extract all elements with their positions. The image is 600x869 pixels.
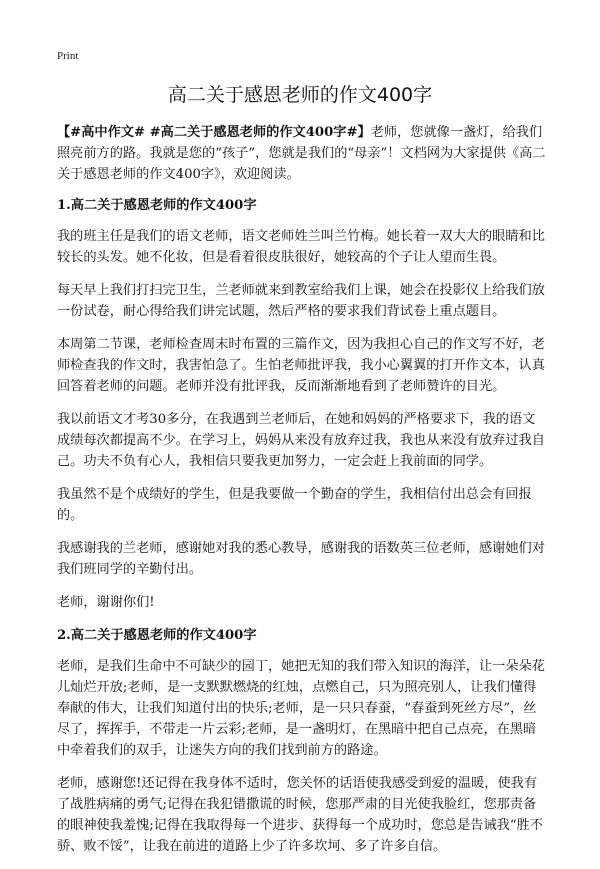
section-1-paragraph-5: 我虽然不是个成绩好的学生，但是我要做一个勤奋的学生，我相信付出总会有回报的。: [57, 487, 532, 523]
section-1-paragraph-7: 老师，谢谢你们!: [57, 595, 155, 610]
section-1-paragraph-1: 我的班主任是我们的语文老师，语文老师姓兰叫兰竹梅。她长着一双大大的眼睛和比较长的头发。她不化妆，但是看着很皮肤很好，她较高的个子让人望而生畏。: [57, 229, 545, 265]
section-1-paragraph-2: 每天早上我们打扫完卫生，兰老师就来到教室给我们上课，她会在投影仪上给我们放一份试卷，耐心得给我们讲完试题，然后严格的要求我们背试卷上重点题目。: [57, 283, 545, 319]
print-label: Print: [57, 50, 79, 62]
section-2-paragraph-1: 老师，是我们生命中不可缺少的园丁，她把无知的我们带入知识的海洋，让一朵朵花儿灿烂开放;老师，是一支默默燃烧的红烛，点燃自己，只为照亮别人，让我们懂得奉献的伟大，让我们知道付出的快乐;老师，是一只只春蚕，“春蚕到死丝方尽”，丝尽了，挥挥手，不带走一片云彩;老师，是一盏明灯，在黑暗中把自己点亮，在黑暗中牵着我们的双手，让迷失方向的我们找到前方的路途。: [57, 659, 545, 758]
intro-text: 老师，您就像一盏灯，给我们照亮前方的路。我就是您的“孩子”，您就是我们的“母亲”！文档网为大家提供《高二关于感恩老师的作文400字》，欢迎阅读。: [57, 125, 546, 182]
intro-paragraph: [57, 122, 547, 185]
section-2-heading: 2.高二关于感恩老师的作文400字: [57, 628, 257, 643]
document-title: 高二关于感恩老师的作文400字: [167, 84, 433, 106]
section-1-paragraph-3: 本周第二节课，老师检查周末时布置的三篇作文，因为我担心自己的作文写不好，老师检查我的作文时，我害怕急了。生怕老师批评我，我小心翼翼的打开作文本，认真回答着老师的问题。老师并没有批评我，反而渐渐地看到了老师赞许的目光。: [57, 337, 545, 394]
document-body: [57, 122, 547, 869]
intro-tags: 【#高中作文# #高二关于感恩老师的作文400字#】: [57, 125, 371, 140]
section-1-paragraph-6: 我感谢我的兰老师，感谢她对我的悉心教导，感谢我的语数英三位老师，感谢她们对我们班同学的辛勤付出。: [57, 541, 545, 577]
section-1-paragraph-4: 我以前语文才考30多分，在我遇到兰老师后，在她和妈妈的严格要求下，我的语文成绩每次都提高不少。在学习上，妈妈从来没有放弃过我，我也从来没有放弃过我自己。功夫不负有心人，我相信只要我更加努力，一定会赶上我前面的同学。: [57, 412, 545, 469]
section-2-paragraph-2: 老师，感谢您!还记得在我身体不适时，您关怀的话语使我感受到爱的温暖，使我有了战胜病痛的勇气;记得在我犯错撒谎的时候，您那严肃的目光使我脸红，您那责备的眼神使我羞愧;记得在我取得每一个进步、获得每一个成功时，您总是告诫我“胜不骄、败不馁”，让我在前进的道路上少了许多坎坷、多了许多自信。: [57, 776, 543, 854]
section-1-heading: 1.高二关于感恩老师的作文400字: [57, 198, 257, 213]
